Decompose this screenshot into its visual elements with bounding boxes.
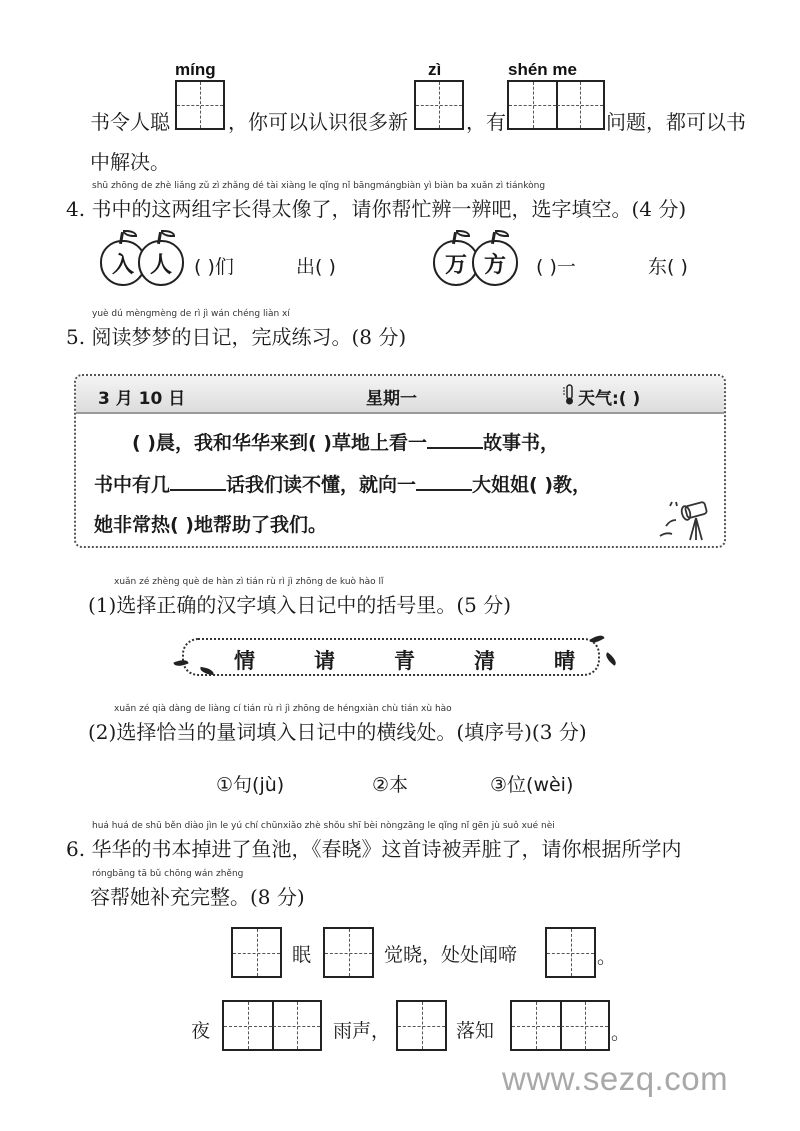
diary-date: 3 月 10 日	[98, 389, 186, 409]
option-qing-please: 请	[314, 649, 335, 673]
q3-text-2: ，你可以认识很多新	[228, 110, 408, 134]
poem-box-4[interactable]	[222, 1000, 322, 1051]
diary-blank-3[interactable]	[416, 473, 472, 491]
char-wan: 万	[444, 252, 467, 278]
apple-fang	[472, 240, 518, 286]
q4-blank-yi[interactable]: ( )一	[536, 256, 576, 278]
option-qing-clear: 清	[474, 649, 495, 673]
answer-box-shenme[interactable]	[507, 80, 605, 130]
diary-box	[74, 374, 726, 548]
pinyin-zi: zì	[428, 60, 442, 79]
poem-period-1: 。	[597, 946, 617, 968]
q6-line1: 6. 华华的书本掉进了鱼池，《春晓》这首诗被弄脏了，请你根据所学内	[66, 837, 682, 861]
diary-line2-c: 大姐姐( )教，	[472, 474, 592, 496]
apple-ren	[138, 240, 184, 286]
q3-text-line2: 中解决。	[90, 150, 170, 174]
thermometer-icon	[562, 384, 576, 406]
poem-text-mian: 眠	[292, 944, 312, 966]
q4-blank-dong[interactable]: 东( )	[648, 256, 688, 278]
char-ren: 人	[149, 252, 172, 278]
q4-blank-chu[interactable]: 出( )	[296, 256, 336, 278]
char-ru: 入	[111, 252, 134, 278]
q5-sub1-pinyin: xuǎn zé zhèng què de hàn zì tián rù rì jì zhōng de kuò hào lǐ	[114, 577, 384, 587]
option-qing-sunny: 晴	[554, 649, 575, 673]
answer-box-zi[interactable]	[414, 80, 464, 130]
option-qing-green: 青	[394, 649, 415, 673]
q3-text-4: 问题，都可以书	[606, 110, 746, 134]
poem-text-luozhi: 落知	[456, 1020, 495, 1042]
answer-box-ming[interactable]	[175, 80, 225, 130]
q5-sub2-title: (2)选择恰当的量词填入日记中的横线处。(填序号)(3 分)	[88, 720, 587, 744]
poem-box-5[interactable]	[396, 1000, 447, 1051]
pinyin-ming: míng	[175, 60, 216, 79]
pinyin-shenme: shén me	[508, 60, 577, 79]
poem-box-6[interactable]	[510, 1000, 610, 1051]
watermark: www.sezq.com	[502, 1060, 729, 1097]
poem-box-2[interactable]	[323, 927, 374, 978]
poem-period-2: 。	[611, 1022, 631, 1044]
telescope-icon	[656, 496, 716, 544]
poem-text-ye: 夜	[191, 1020, 211, 1042]
leaf-decoration-right-2	[604, 652, 619, 666]
diary-line3: 她非常热( )地帮助了我们。	[94, 514, 327, 536]
diary-blank-2[interactable]	[170, 473, 226, 491]
measure-word-option-3: ③位(wèi)	[490, 774, 574, 796]
q5-pinyin: yuè dú mèngmèng de rì jì wán chéng liàn xí	[92, 309, 290, 319]
q5-sub1-title: (1)选择正确的汉字填入日记中的括号里。(5 分)	[88, 593, 512, 617]
diary-line1-text: ( )晨，我和华华来到( )草地上看一	[132, 432, 427, 454]
diary-weekday: 星期一	[366, 389, 417, 409]
poem-text-yusheng: 雨声，	[333, 1020, 391, 1042]
q4-title: 4. 书中的这两组字长得太像了，请你帮忙辨一辨吧，选字填空。(4 分)	[66, 197, 687, 221]
diary-line2-a: 书中有几	[94, 474, 171, 496]
poem-box-1[interactable]	[231, 927, 282, 978]
q6-pinyin-2: róngbāng tā bǔ chōng wán zhěng	[92, 869, 244, 879]
poem-box-3[interactable]	[545, 927, 596, 978]
diary-weather[interactable]: 天气:( )	[578, 389, 641, 409]
option-qing-feeling: 情	[234, 649, 255, 673]
q3-text-3: ，有	[466, 110, 506, 134]
char-fang: 方	[483, 252, 506, 278]
q6-pinyin-1: huá huá de shū běn diào jìn le yú chí chūnxiǎo zhè shǒu shī bèi nòngzāng le qǐng nǐ gēn jù suǒ xué nèi	[92, 821, 555, 831]
q6-line2: 容帮她补充完整。(8 分)	[90, 885, 305, 909]
q4-blank-men[interactable]: ( )们	[194, 256, 234, 278]
diary-line1	[132, 428, 559, 455]
diary-line2	[94, 470, 591, 497]
q5-title: 5. 阅读梦梦的日记，完成练习。(8 分)	[66, 325, 407, 349]
diary-line2-b: 话我们读不懂，就向一	[226, 474, 417, 496]
measure-word-option-1: ①句(jù)	[216, 774, 285, 796]
diary-blank-1[interactable]	[427, 431, 483, 449]
measure-word-option-2: ②本	[372, 774, 409, 796]
q3-text-1: 书令人聪	[90, 110, 170, 134]
q5-sub2-pinyin: xuǎn zé qià dàng de liàng cí tián rù rì jì zhōng de héngxiàn chù tián xù hào	[114, 704, 452, 714]
diary-line1-end: 故事书，	[482, 432, 559, 454]
q4-pinyin: shū zhōng de zhè liǎng zǔ zì zhǎng dé tài xiàng le qǐng nǐ bāngmángbiàn yì biàn ba xuǎn zì tiánkòng	[92, 181, 546, 191]
diary-header	[76, 376, 724, 414]
character-options-bar	[182, 638, 600, 676]
poem-text-juexiao: 觉晓，处处闻啼	[384, 944, 518, 966]
